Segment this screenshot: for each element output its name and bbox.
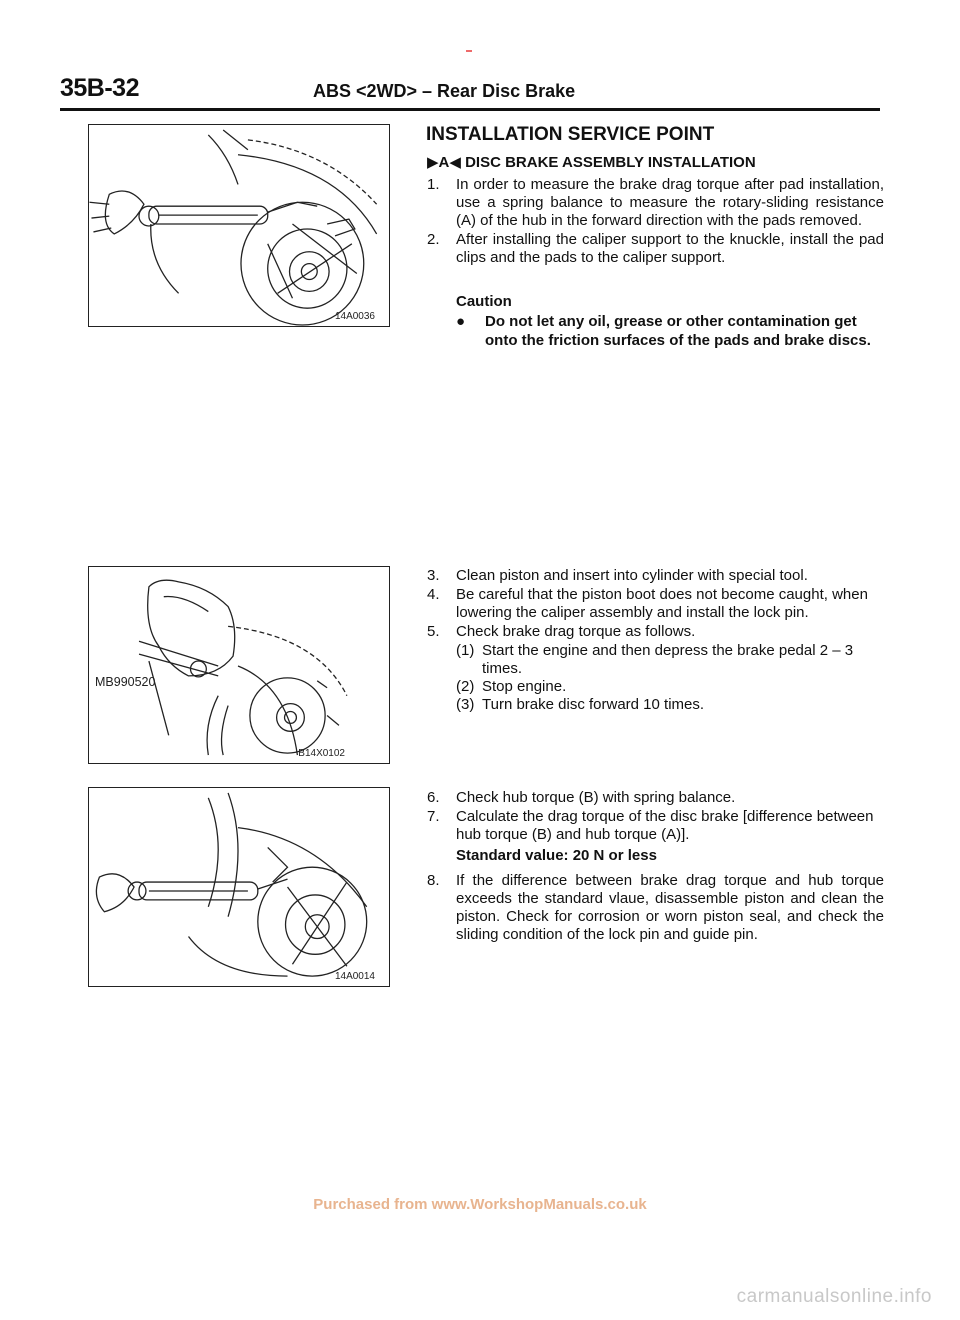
figure-code: 14A0014	[334, 971, 375, 982]
step-text: After installing the caliper support to the knuckle, install the pad clips and the pads to the caliper support.	[456, 231, 884, 266]
bullet-icon: ●	[456, 313, 466, 330]
list-item	[427, 789, 884, 807]
step-number: 3.	[427, 567, 440, 584]
sub-list-item	[427, 642, 884, 678]
step-number: 5.	[427, 623, 440, 640]
step-number: 4.	[427, 586, 440, 603]
figure-caliper-special-tool	[88, 566, 390, 764]
special-tool-label: MB990520	[95, 675, 156, 689]
caliper-piston-illustration	[89, 567, 389, 763]
steps-list-b	[427, 567, 884, 714]
watermark: carmanualsonline.info	[736, 1286, 932, 1307]
figure-code: B14X0102	[298, 748, 345, 759]
step-text: Check hub torque (B) with spring balance.	[456, 789, 736, 806]
list-item	[427, 586, 884, 622]
step-text: Clean piston and insert into cylinder with special tool.	[456, 567, 808, 584]
step-text: If the difference between brake drag torque and hub torque exceeds the standard vlaue, disassemble piston and clean the piston. Check for corrosion or worn piston seal, and check the sliding condition of the lock pin and guide pin.	[456, 872, 884, 943]
list-item	[427, 808, 884, 844]
caution-note	[456, 312, 884, 350]
sub-list-item	[427, 678, 884, 696]
step-text: In order to measure the brake drag torque after pad installation, use a spring balance to measure the rotary-sliding resistance (A) of the hub in the forward direction with the pads removed.	[456, 176, 884, 229]
step-number: 1.	[427, 176, 440, 193]
substep-number: (3)	[456, 696, 475, 713]
substep-number: (2)	[456, 678, 475, 695]
header-rule	[60, 108, 880, 111]
list-item	[427, 176, 884, 230]
sub-list-item	[427, 696, 884, 714]
substep-text: Start the engine and then depress the brake pedal 2 – 3 times.	[482, 642, 854, 677]
figure-spring-balance-hub-b	[88, 787, 390, 987]
caution-text: Do not let any oil, grease or other contamination get onto the friction surfaces of the pads and brake discs.	[485, 313, 871, 349]
figure-code: 14A0036	[334, 311, 375, 322]
steps-list-a	[427, 176, 884, 268]
step-text: Be careful that the piston boot does not become caught, when lowering the caliper assembly and install the lock pin.	[456, 586, 868, 621]
caution-heading: Caution	[456, 293, 512, 310]
figure-spring-balance-hub	[88, 124, 390, 327]
step-text: Check brake drag torque as follows.	[456, 623, 696, 640]
purchase-note: Purchased from www.WorkshopManuals.co.uk	[313, 1196, 647, 1213]
step-number: 2.	[427, 231, 440, 248]
list-item	[427, 872, 884, 944]
installation-service-point-title: INSTALLATION SERVICE POINT	[426, 124, 715, 145]
step-number: 8.	[427, 872, 440, 889]
reference-marker: ▶A◀	[427, 154, 461, 171]
section-title: ABS <2WD> – Rear Disc Brake	[313, 81, 576, 101]
subtitle-text: DISC BRAKE ASSEMBLY INSTALLATION	[465, 154, 756, 171]
page-number: 35B-32	[60, 74, 139, 102]
step-number: 6.	[427, 789, 440, 806]
step-text: Calculate the drag torque of the disc brake [difference between hub torque (B) and hub torque (A)].	[456, 808, 874, 843]
disc-brake-assembly-subtitle	[427, 153, 756, 171]
substep-number: (1)	[456, 642, 475, 659]
spring-balance-illustration	[89, 125, 389, 326]
substep-text: Turn brake disc forward 10 times.	[482, 696, 705, 713]
standard-value: Standard value: 20 N or less	[456, 847, 657, 864]
list-item	[427, 231, 884, 267]
steps-list-c	[427, 789, 884, 845]
list-item	[427, 623, 884, 641]
step-number: 7.	[427, 808, 440, 825]
substep-text: Stop engine.	[482, 678, 567, 695]
red-tick-mark	[466, 50, 472, 52]
steps-list-d	[427, 872, 884, 945]
list-item	[427, 567, 884, 585]
spring-balance-caliper-illustration	[89, 788, 389, 986]
